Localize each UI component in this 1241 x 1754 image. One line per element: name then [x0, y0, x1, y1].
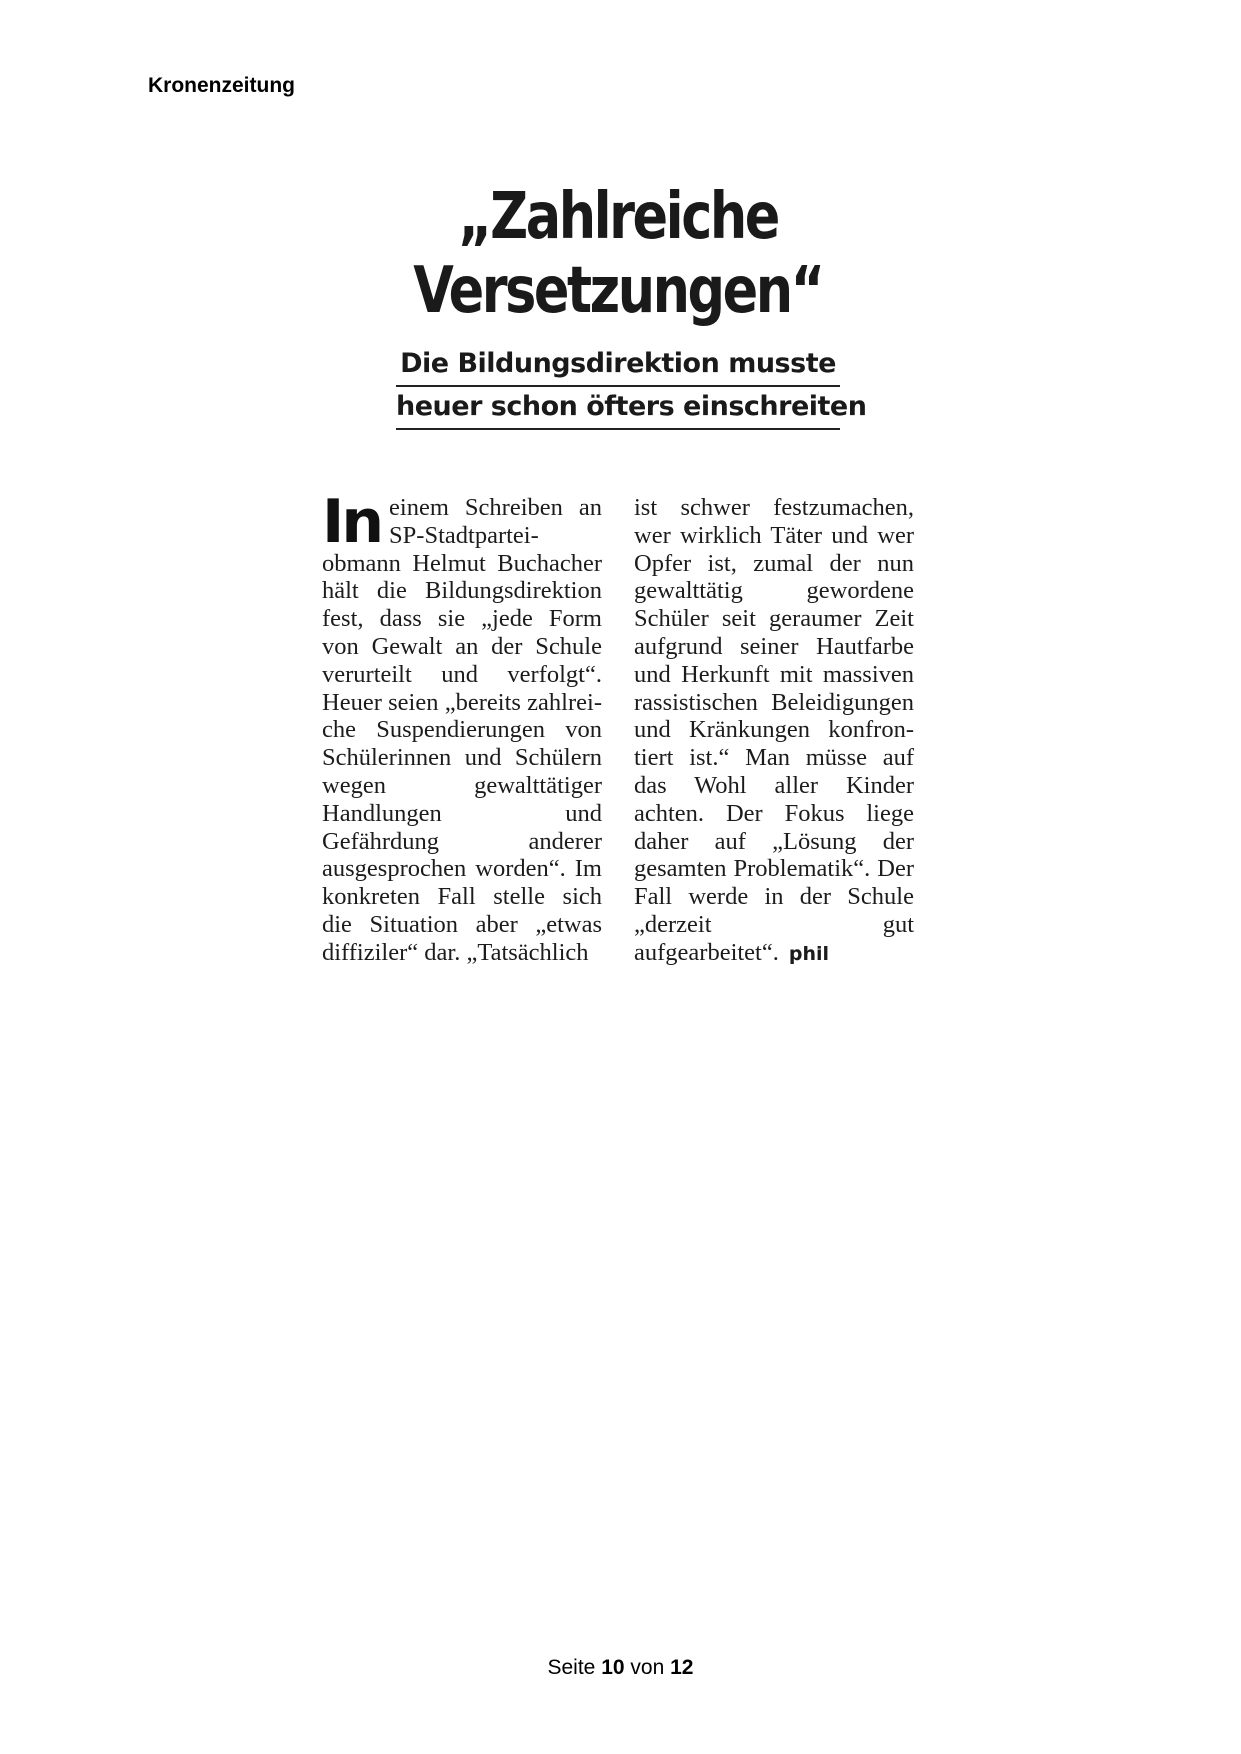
- article-column-2: [634, 494, 914, 969]
- article-clipping: [318, 180, 918, 430]
- total-pages: 12: [670, 1656, 694, 1679]
- subheadline-line-1: Die Bildungsdirektion musste: [396, 344, 840, 387]
- page-middle: von: [630, 1656, 665, 1679]
- article-body: [322, 487, 914, 969]
- article-column-1: [322, 487, 602, 969]
- current-page: 10: [601, 1656, 625, 1679]
- subheadline-line-2: heuer schon öfters einschreiten: [396, 387, 840, 430]
- author-tag: phil: [788, 942, 830, 965]
- page-prefix: Seite: [547, 1656, 596, 1679]
- drop-cap: In: [322, 487, 382, 557]
- column-2-text: ist schwer festzumachen, wer wirklich Täter und wer Opfer ist, zumal der nun gewalttätig gewordene Schüler seit geraumer Zeit aufgrund seiner Hautfarbe und Herkunft mit massiven rassistischen Beleidigungen und Kränkungen konfrontiert ist.“ Man müsse auf das Wohl aller Kinder achten. Der Fokus liege daher auf „Lösung der gesamten Problematik“. Der Fall werde in der Schule „derzeit gut aufgearbeitet“.: [634, 494, 914, 966]
- source-name: Kronenzeitung: [148, 74, 295, 97]
- headline-line-1: „Zahlreiche: [458, 180, 778, 254]
- headline-line-2: Versetzungen“: [413, 254, 823, 328]
- column-1-text: einem Schreiben an SP-Stadtparteiobmann Helmut Buchacher hält die Bildungsdirektion fest, dass sie „jede Form von Gewalt an der Schule verurteilt und verfolgt“. Heuer seien „bereits zahlreiche Suspendierungen von Schülerinnen und Schülern wegen gewalttätiger Handlungen und Gefährdung anderer ausgesprochen worden“. Im konkreten Fall stelle sich die Situation aber „etwas diffiziler“ dar. „Tatsächlich: [322, 494, 602, 966]
- page-number: [0, 1656, 1241, 1680]
- article-subheadline: [396, 344, 867, 430]
- article-headline: [372, 180, 864, 328]
